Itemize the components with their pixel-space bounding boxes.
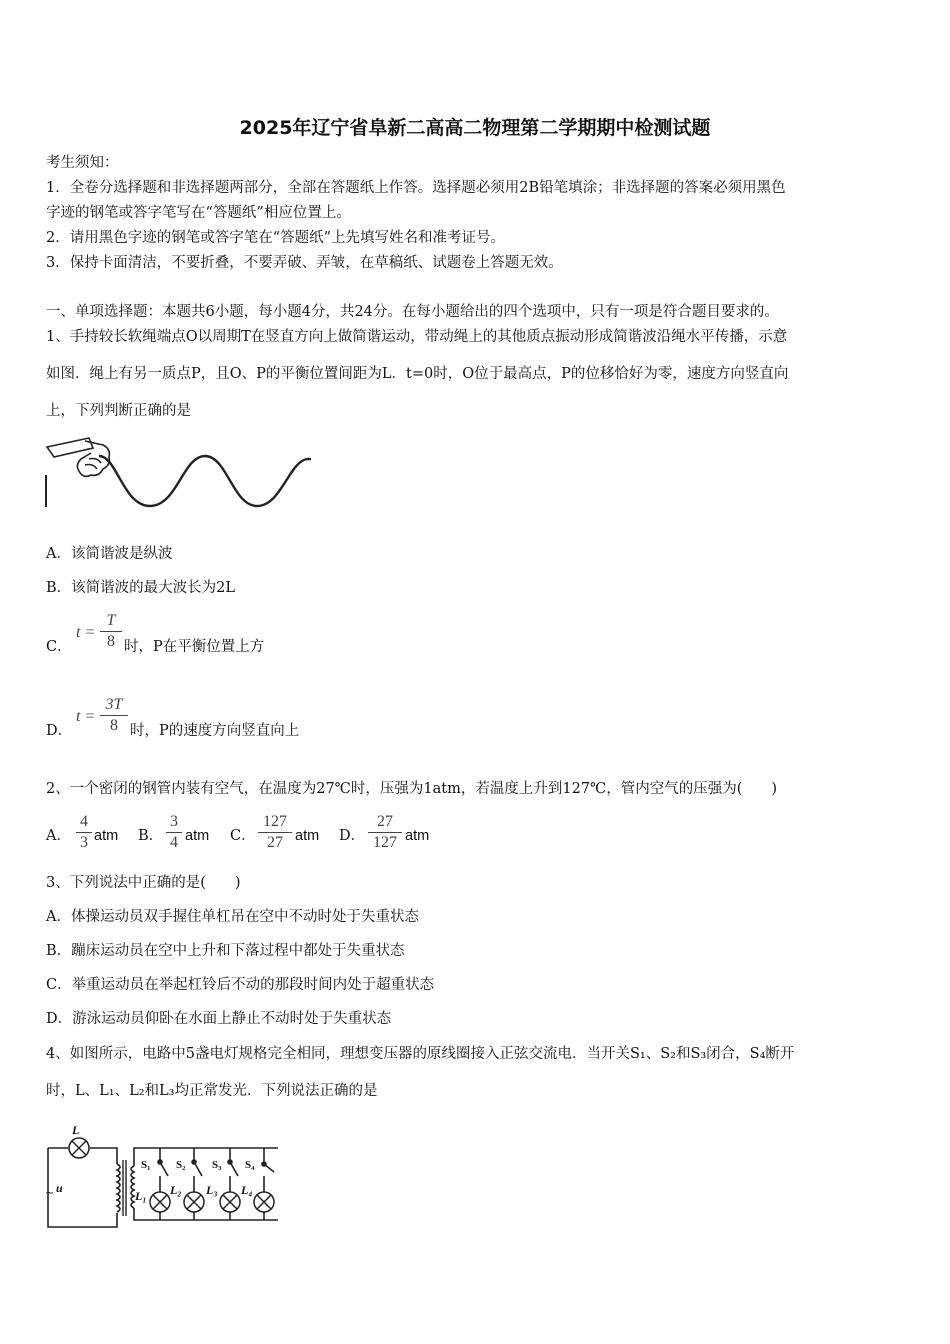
question-3-option-d: D．游泳运动员仰卧在水面上静止不动时处于失重状态 bbox=[46, 1011, 392, 1027]
fraction-numerator: T bbox=[106, 612, 116, 629]
question-3-stem: 3、下列说法中正确的是( ) bbox=[46, 875, 241, 891]
question-1-option-c-text: 时，P在平衡位置上方 bbox=[124, 639, 265, 655]
question-3-option-a: A．体操运动员双手握住单杠吊在空中不动时处于失重状态 bbox=[46, 909, 419, 925]
fraction-numerator: 3 bbox=[170, 813, 178, 830]
rope-wave-figure bbox=[45, 435, 315, 515]
question-1-line-2: 如图．绳上有另一质点P，且O、P的平衡位置间距为L．t=0时，O位于最高点，P的位移恰好为零，速度方向竖直向 bbox=[46, 366, 789, 382]
fraction-numerator: 27 bbox=[377, 813, 393, 830]
fraction-numerator: 3T bbox=[105, 696, 123, 713]
label-L2: L₂ bbox=[170, 1183, 182, 1197]
question-2-option-a-unit: atm bbox=[94, 828, 119, 844]
question-2-option-a-fraction bbox=[76, 813, 92, 852]
notice-item-1-line-2: 字迹的钢笔或答字笔写在“答题纸”相应位置上。 bbox=[46, 205, 351, 221]
question-1-option-c-fraction bbox=[100, 612, 122, 651]
question-2-stem: 2、一个密闭的钢管内装有空气，在温度为27℃时，压强为1atm，若温度上升到127℃，管内空气的压强为( ) bbox=[46, 781, 778, 797]
fraction-denominator: 4 bbox=[170, 834, 178, 851]
hand-icon bbox=[46, 438, 109, 507]
question-2-option-b-label: B． bbox=[138, 828, 164, 844]
label-L1: L₁ bbox=[135, 1189, 147, 1203]
question-4-line-2: 时，L、L₁、L₂和L₃均正常发光．下列说法正确的是 bbox=[46, 1083, 378, 1099]
question-4-line-1: 4、如图所示，电路中5盏电灯规格完全相同，理想变压器的原线圈接入正弦交流电．当开关S₁、S₂和S₃闭合，S₄断开 bbox=[46, 1046, 795, 1062]
question-2-option-d-label: D． bbox=[339, 828, 366, 844]
fraction-denominator: 27 bbox=[267, 834, 283, 851]
secondary-coil bbox=[131, 1166, 134, 1208]
label-L3: L₃ bbox=[206, 1183, 218, 1197]
question-1-option-d-text: 时，P的速度方向竖直向上 bbox=[130, 723, 300, 739]
question-1-line-1: 1、手持较长软绳端点O以周期T在竖直方向上做简谐运动，带动绳上的其他质点振动形成简谐波沿绳水平传播，示意 bbox=[46, 329, 788, 345]
notice-item-2: 2．请用黑色字迹的钢笔或答字笔在“答题纸”上先填写姓名和准考证号。 bbox=[46, 230, 506, 246]
question-1-option-b: B．该简谐波的最大波长为2L bbox=[46, 580, 236, 596]
question-1-option-d-label: D． bbox=[46, 723, 73, 739]
question-1-line-3: 上，下列判断正确的是 bbox=[46, 403, 191, 419]
question-2-option-b-unit: atm bbox=[185, 828, 210, 844]
fraction-denominator: 127 bbox=[373, 834, 397, 851]
fraction-denominator: 8 bbox=[110, 717, 118, 734]
circuit-diagram bbox=[42, 1120, 292, 1232]
page-title: 2025年辽宁省阜新二高高二物理第二学期期中检测试题 bbox=[239, 117, 711, 139]
label-S4: S₄ bbox=[245, 1159, 255, 1171]
question-1-option-a: A．该简谐波是纵波 bbox=[46, 546, 173, 562]
ac-source-icon: ~ bbox=[45, 1186, 55, 1199]
question-1-option-c-equation: t = bbox=[76, 624, 96, 641]
question-2-option-c-unit: atm bbox=[295, 828, 320, 844]
label-S1: S₁ bbox=[141, 1159, 151, 1171]
label-S2: S₂ bbox=[176, 1159, 186, 1171]
fraction-numerator: 4 bbox=[80, 813, 88, 830]
fraction-denominator: 8 bbox=[107, 633, 115, 650]
label-L: L bbox=[72, 1123, 80, 1137]
rope-wave bbox=[99, 456, 311, 506]
question-2-option-c-fraction bbox=[258, 813, 292, 852]
question-2-option-c-label: C． bbox=[230, 828, 256, 844]
notice-heading: 考生须知： bbox=[46, 155, 119, 171]
question-2-option-a-label: A． bbox=[46, 828, 71, 844]
label-u: u bbox=[56, 1181, 63, 1195]
question-2-option-d-unit: atm bbox=[405, 828, 430, 844]
notice-item-3: 3．保持卡面清洁，不要折叠，不要弄破、弄皱，在草稿纸、试题卷上答题无效。 bbox=[46, 255, 563, 271]
primary-coil bbox=[117, 1164, 120, 1212]
lamp-L-icon bbox=[69, 1138, 89, 1158]
question-1-option-c-label: C． bbox=[46, 639, 72, 655]
fraction-denominator: 3 bbox=[80, 834, 88, 851]
label-L4: L₄ bbox=[241, 1183, 253, 1197]
notice-item-1-line-1: 1．全卷分选择题和非选择题两部分，全部在答题纸上作答。选择题必须用2B铅笔填涂；非选择题的答案必须用黑色 bbox=[46, 180, 786, 196]
question-1-option-d-fraction bbox=[100, 696, 128, 735]
question-1-option-d-equation: t = bbox=[76, 708, 96, 725]
section-heading: 一、单项选择题：本题共6小题，每小题4分，共24分。在每小题给出的四个选项中，只有一项是符合题目要求的。 bbox=[46, 304, 779, 320]
question-3-option-b: B．蹦床运动员在空中上升和下落过程中都处于失重状态 bbox=[46, 943, 405, 959]
question-3-option-c: C．举重运动员在举起杠铃后不动的那段时间内处于超重状态 bbox=[46, 977, 435, 993]
label-S3: S₃ bbox=[212, 1159, 222, 1171]
question-2-option-b-fraction bbox=[166, 813, 182, 852]
question-2-option-d-fraction bbox=[368, 813, 402, 852]
fraction-numerator: 127 bbox=[263, 813, 287, 830]
